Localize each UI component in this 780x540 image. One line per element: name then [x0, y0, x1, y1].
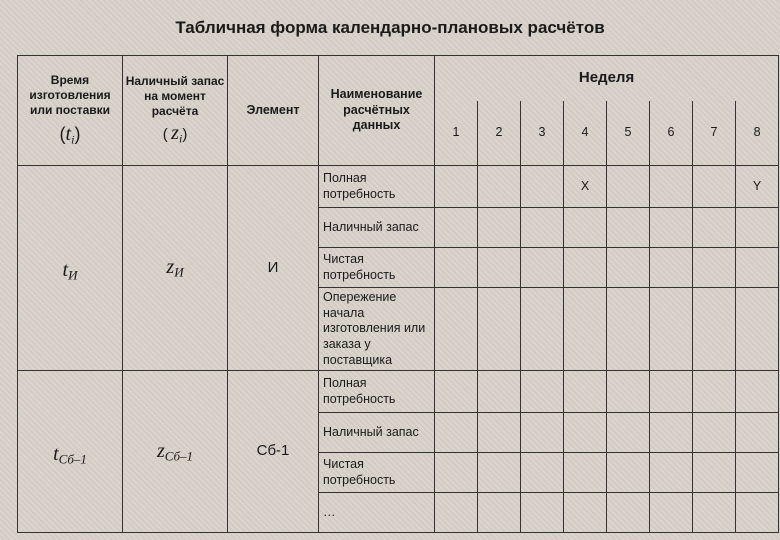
header-stock-symbol: ( $z_i$): [162, 122, 188, 146]
week-cell: [478, 248, 521, 288]
header-element: Элемент: [228, 56, 319, 166]
week-cell: [736, 208, 779, 248]
header-data-name: Наименование расчётных данных: [319, 56, 435, 166]
week-cell: [650, 493, 693, 533]
week-cell: [693, 371, 736, 413]
week-cell: [521, 371, 564, 413]
week-cell: [693, 493, 736, 533]
header-stock: [123, 56, 228, 166]
week-cell: [693, 413, 736, 453]
week-cell: [693, 166, 736, 208]
week-cell: [478, 166, 521, 208]
week-cell: [736, 371, 779, 413]
data-name-cell: Наличный запас: [319, 208, 435, 248]
week-cell: [435, 166, 478, 208]
week-cell: [607, 208, 650, 248]
week-cell: [736, 288, 779, 371]
week-number: 6: [650, 101, 693, 166]
header-week: Неделя: [435, 56, 779, 101]
week-cell: [521, 413, 564, 453]
week-cell: [521, 493, 564, 533]
week-number: 7: [693, 101, 736, 166]
week-cell: [478, 288, 521, 371]
data-name-cell: …: [319, 493, 435, 533]
time-symbol: $t_И$: [18, 166, 123, 371]
week-cell: [435, 371, 478, 413]
week-cell: [435, 453, 478, 493]
week-number: 4: [564, 101, 607, 166]
header-time-label: Время изготовления или поставки: [29, 73, 111, 118]
week-cell: [736, 413, 779, 453]
week-cell: [693, 248, 736, 288]
week-cell: [650, 288, 693, 371]
week-cell: Y: [736, 166, 779, 208]
week-cell: [650, 413, 693, 453]
stock-symbol: $z_И$: [123, 166, 228, 371]
week-cell: [521, 248, 564, 288]
data-name-cell: Наличный запас: [319, 413, 435, 453]
week-cell: [564, 493, 607, 533]
week-cell: [564, 371, 607, 413]
data-name-cell: Полная потребность: [319, 166, 435, 208]
week-cell: [478, 493, 521, 533]
table-row: [18, 371, 779, 413]
planning-table: [17, 55, 779, 533]
week-cell: [650, 208, 693, 248]
week-cell: [521, 208, 564, 248]
week-cell: [693, 288, 736, 371]
week-cell: [607, 288, 650, 371]
week-cell: [435, 208, 478, 248]
week-cell: [693, 453, 736, 493]
week-cell: [607, 248, 650, 288]
week-cell: [650, 371, 693, 413]
page-title: Табличная форма календарно-плановых расчётов: [175, 18, 605, 37]
element-name: И: [228, 166, 319, 371]
time-symbol: $t_{Сб-1}$: [18, 371, 123, 533]
week-cell: [564, 413, 607, 453]
data-name-cell: Полная потребность: [319, 371, 435, 413]
element-name: Сб-1: [228, 371, 319, 533]
week-number: 2: [478, 101, 521, 166]
week-cell: [736, 248, 779, 288]
week-number: 3: [521, 101, 564, 166]
week-cell: [435, 413, 478, 453]
week-cell: [478, 413, 521, 453]
week-cell: [478, 453, 521, 493]
week-cell: [478, 371, 521, 413]
data-name-cell: Чистая потребность: [319, 248, 435, 288]
week-number: 1: [435, 101, 478, 166]
week-cell: [650, 453, 693, 493]
week-cell: [607, 493, 650, 533]
week-cell: [607, 371, 650, 413]
week-cell: [564, 248, 607, 288]
week-cell: [435, 493, 478, 533]
week-cell: [521, 288, 564, 371]
week-cell: X: [564, 166, 607, 208]
week-cell: [478, 208, 521, 248]
week-cell: [435, 288, 478, 371]
week-cell: [521, 453, 564, 493]
week-cell: [607, 453, 650, 493]
week-cell: [564, 453, 607, 493]
header-time: [18, 56, 123, 166]
header-stock-label: Наличный запас на момент расчёта: [125, 74, 225, 119]
week-number: 8: [736, 101, 779, 166]
week-cell: [607, 413, 650, 453]
data-name-cell: Опережение начала изготовления или заказа у поставщика: [319, 288, 435, 371]
week-cell: [693, 208, 736, 248]
week-number: 5: [607, 101, 650, 166]
week-cell: [736, 493, 779, 533]
week-cell: [736, 453, 779, 493]
week-cell: [564, 208, 607, 248]
week-cell: [564, 288, 607, 371]
week-cell: [607, 166, 650, 208]
header-time-symbol: $(t_i)$: [59, 123, 81, 147]
week-cell: [650, 166, 693, 208]
stock-symbol: $z_{Сб-1}$: [123, 371, 228, 533]
week-cell: [650, 248, 693, 288]
table-row: [18, 166, 779, 208]
week-cell: [521, 166, 564, 208]
data-name-cell: Чистая потребность: [319, 453, 435, 493]
week-cell: [435, 248, 478, 288]
